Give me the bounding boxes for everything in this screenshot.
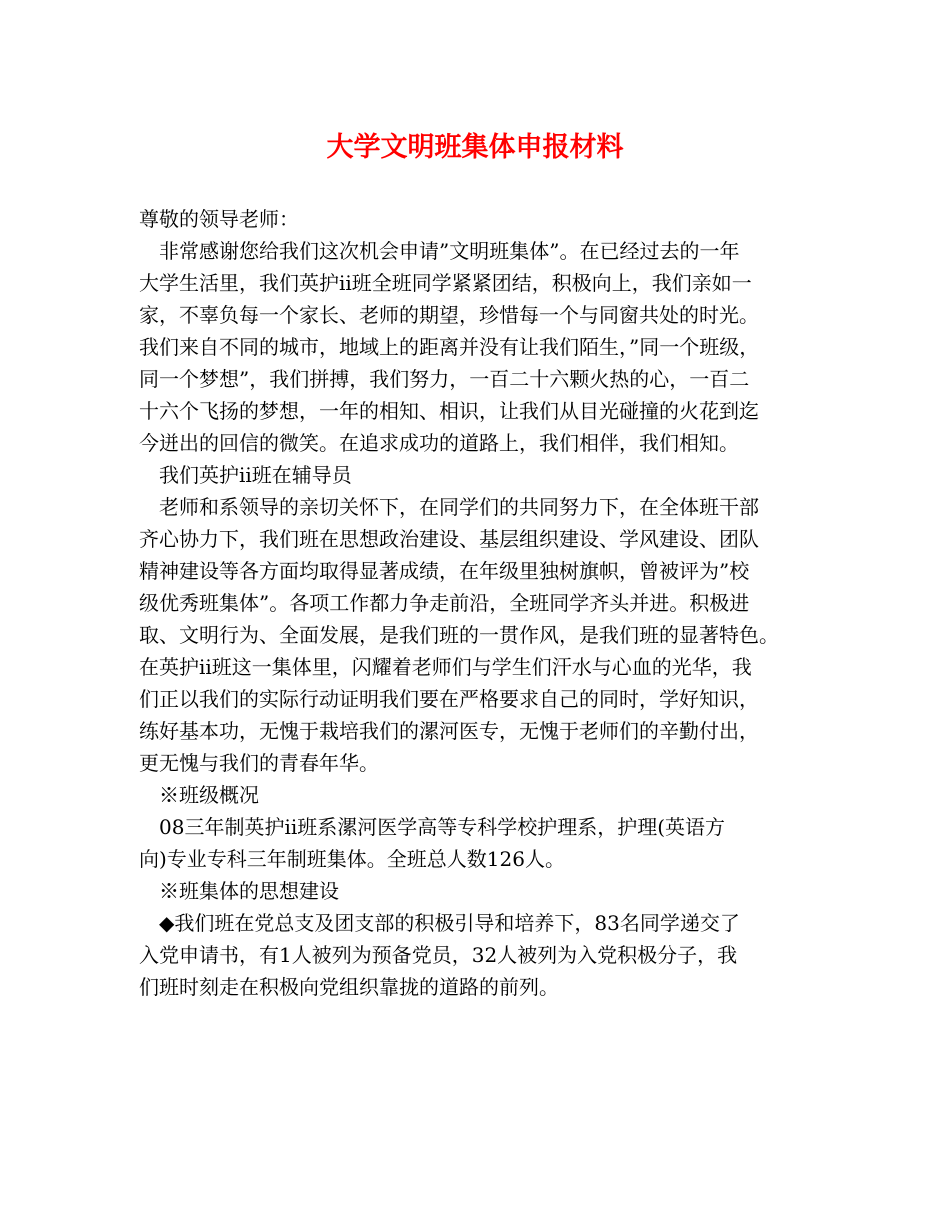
paragraph-line: ◆我们班在党总支及团支部的积极引导和培养下，83名同学递交了 bbox=[159, 911, 740, 935]
paragraph-line: 齐心协力下，我们班在思想政治建设、基层组织建设、学风建设、团队 bbox=[139, 527, 759, 551]
paragraph-line: 十六个飞扬的梦想，一年的相知、相识，让我们从目光碰撞的火花到迄 bbox=[139, 399, 759, 423]
paragraph-line: 我们来自不同的城市，地域上的距离并没有让我们陌生，”同一个班级， bbox=[139, 335, 760, 359]
paragraph-line: 取、文明行为、全面发展，是我们班的一贯作风，是我们班的显著特色。 bbox=[139, 623, 779, 647]
paragraph-line: 今迸出的回信的微笑。在追求成功的道路上，我们相伴，我们相知。 bbox=[139, 431, 739, 455]
section-heading: ※班集体的思想建设 bbox=[159, 879, 339, 903]
document-body bbox=[139, 203, 829, 1003]
paragraph-line: 们正以我们的实际行动证明我们要在严格要求自己的同时，学好知识， bbox=[139, 687, 759, 711]
paragraph-line: 更无愧与我们的青春年华。 bbox=[139, 751, 379, 775]
paragraph-line: 大学生活里，我们英护ⅱ班全班同学紧紧团结，积极向上，我们亲如一 bbox=[139, 271, 752, 295]
paragraph-line: 家，不辜负每一个家长、老师的期望，珍惜每一个与同窗共处的时光。 bbox=[139, 303, 759, 327]
document-title: 大学文明班集体申报材料 bbox=[326, 132, 624, 163]
paragraph-line: 入党申请书，有1人被列为预备党员，32人被列为入党积极分子，我 bbox=[139, 943, 738, 967]
paragraph-line: 在英护ⅱ班这一集体里，闪耀着老师们与学生们汗水与心血的光华，我 bbox=[139, 655, 752, 679]
section-heading: ※班级概况 bbox=[159, 783, 259, 807]
paragraph-line: 们班时刻走在积极向党组织靠拢的道路的前列。 bbox=[139, 975, 559, 999]
paragraph-line: 向)专业专科三年制班集体。全班总人数126人。 bbox=[139, 847, 565, 871]
paragraph-line: 级优秀班集体”。各项工作都力争走前沿，全班同学齐头并进。积极进 bbox=[139, 591, 750, 615]
paragraph-line: 练好基本功，无愧于栽培我们的漯河医专，无愧于老师们的辛勤付出， bbox=[139, 719, 759, 743]
paragraph-line: 老师和系领导的亲切关怀下，在同学们的共同努力下，在全体班干部 bbox=[159, 495, 759, 519]
salutation: 尊敬的领导老师： bbox=[139, 207, 299, 231]
paragraph-line: 我们英护ⅱ班在辅导员 bbox=[159, 463, 352, 487]
paragraph-line: 同一个梦想”，我们拼搏，我们努力，一百二十六颗火热的心，一百二 bbox=[139, 367, 750, 391]
paragraph-line: 精神建设等各方面均取得显著成绩，在年级里独树旗帜，曾被评为”校 bbox=[139, 559, 750, 583]
paragraph-line: 非常感谢您给我们这次机会申请”文明班集体”。在已经过去的一年 bbox=[159, 239, 740, 263]
paragraph-line: 08三年制英护ⅱ班系漯河医学高等专科学校护理系，护理(英语方 bbox=[159, 815, 726, 839]
